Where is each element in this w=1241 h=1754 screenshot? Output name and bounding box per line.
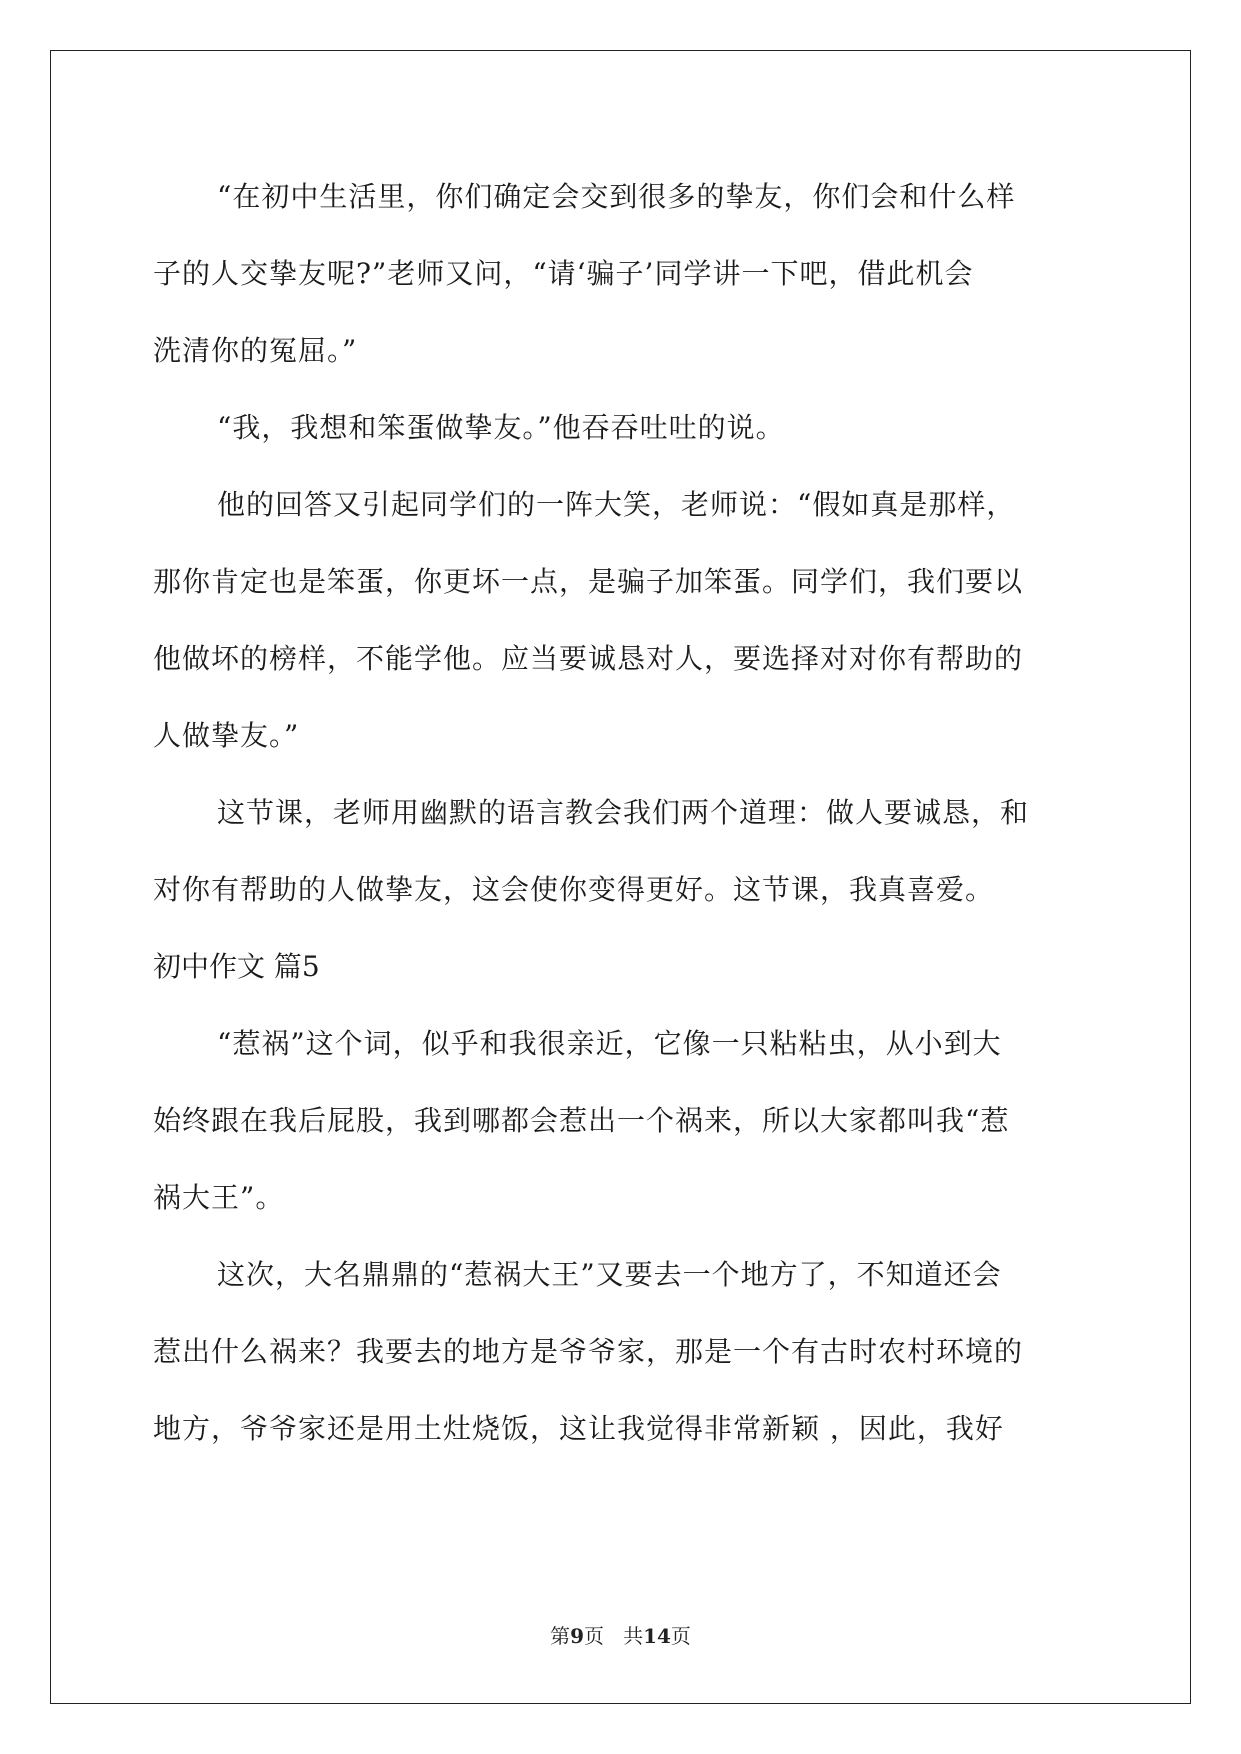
- paragraph: [153, 1236, 1088, 1467]
- paragraph: [153, 1005, 1088, 1236]
- paragraph: [153, 466, 1088, 774]
- text-line: 这节课，老师用幽默的语言教会我们两个道理：做人要诚恳，和: [217, 796, 1030, 829]
- text-line: 惹出什么祸来？我要去的地方是爷爷家，那是一个有古时农村环境的: [153, 1335, 1024, 1368]
- section-heading: 初中作文 篇5: [153, 950, 320, 983]
- paragraph: [153, 774, 1088, 928]
- text-line: 那你肯定也是笨蛋，你更坏一点，是骗子加笨蛋。同学们，我们要以: [153, 565, 1024, 598]
- footer-suffix: 页: [670, 1624, 691, 1648]
- paragraph: [153, 158, 1088, 389]
- document-body: [153, 158, 1088, 1467]
- paragraph: [153, 389, 1088, 466]
- text-line: 祸大王”。: [153, 1181, 285, 1214]
- text-line: “惹祸”这个词，似乎和我很亲近，它像一只粘粘虫，从小到大: [217, 1027, 1002, 1060]
- text-line: 人做挚友。”: [153, 719, 300, 752]
- total-page-number: 14: [643, 1624, 671, 1648]
- page-footer: [0, 1620, 1241, 1649]
- text-line: 他做坏的榜样，不能学他。应当要诚恳对人，要选择对对你有帮助的: [153, 642, 1024, 675]
- text-line: 子的人交挚友呢?”老师又问，“请‘骗子’同学讲一下吧，借此机会: [153, 257, 974, 290]
- text-line: 洗清你的冤屈。”: [153, 334, 358, 367]
- text-line: “在初中生活里，你们确定会交到很多的挚友，你们会和什么样: [217, 180, 1016, 213]
- text-line: 地方，爷爷家还是用土灶烧饭，这让我觉得非常新颖 ，因此，我好: [153, 1412, 1004, 1445]
- current-page-number: 9: [570, 1624, 584, 1648]
- footer-mid: 页 共: [584, 1624, 644, 1648]
- footer-prefix: 第: [550, 1624, 571, 1648]
- text-line: 他的回答又引起同学们的一阵大笑，老师说：“假如真是那样，: [217, 488, 1016, 521]
- text-line: 对你有帮助的人做挚友，这会使你变得更好。这节课，我真喜爱。: [153, 873, 995, 906]
- text-line: “我，我想和笨蛋做挚友。”他吞吞吐吐的说。: [217, 411, 785, 444]
- text-line: 始终跟在我后屁股，我到哪都会惹出一个祸来，所以大家都叫我“惹: [153, 1104, 1010, 1137]
- text-line: 这次，大名鼎鼎的“惹祸大王”又要去一个地方了，不知道还会: [217, 1258, 1002, 1291]
